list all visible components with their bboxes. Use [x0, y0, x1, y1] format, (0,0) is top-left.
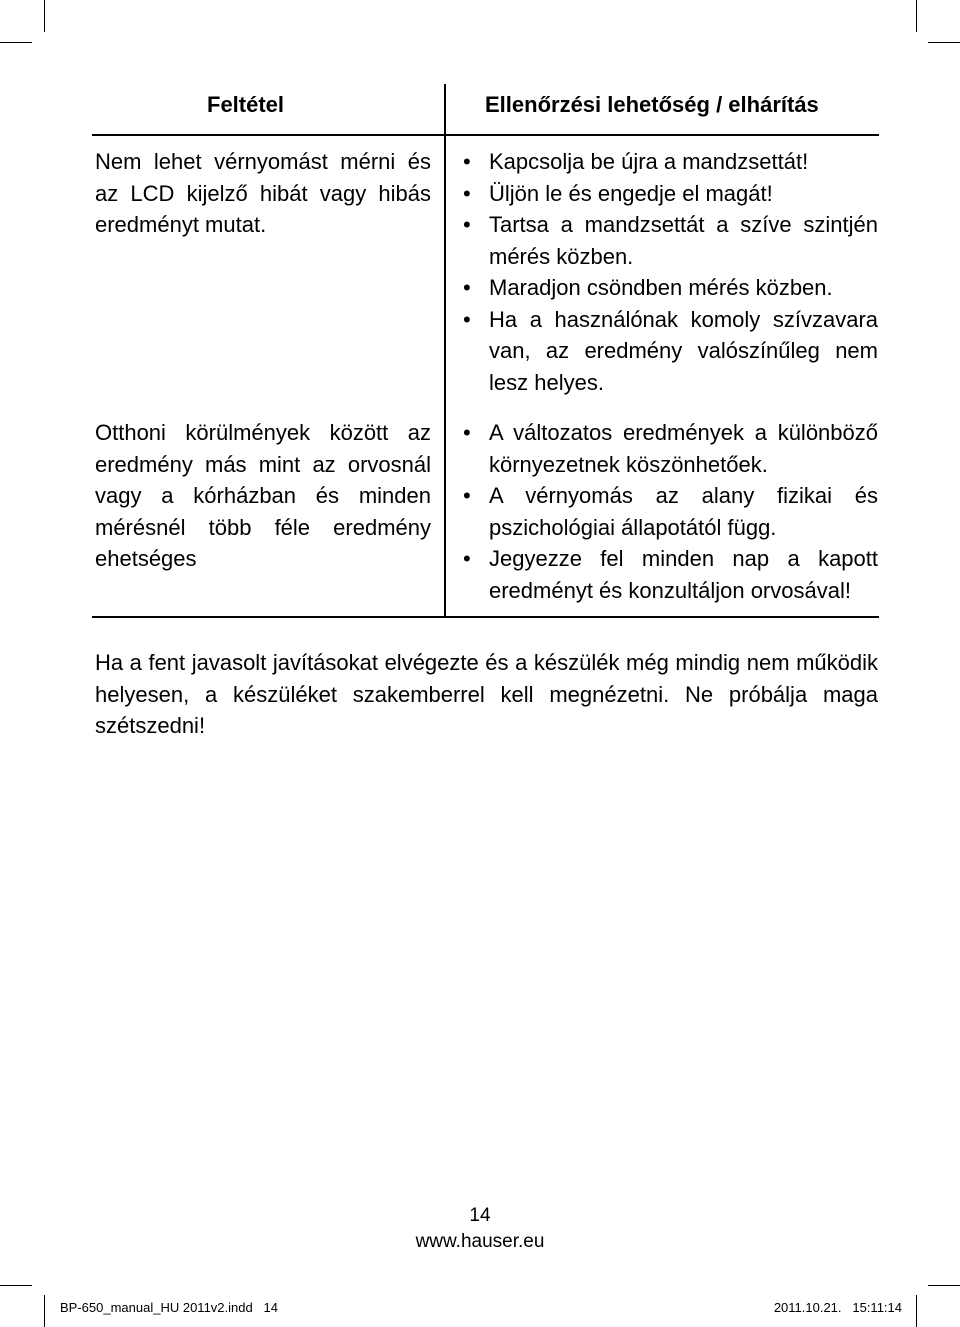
solution-list	[462, 417, 878, 606]
solution-item: • A változatos eredmények a különböző környezetnek köszönhetőek.	[462, 417, 878, 480]
table-bottom-rule	[92, 616, 879, 618]
crop-mark	[928, 42, 960, 43]
condition-header: Feltétel	[207, 92, 285, 117]
condition-cell: Otthoni körülmények között az eredmény más mint az orvosnál vagy a kórházban és minden mérésnél több féle eredmény ehetséges	[95, 420, 431, 571]
page-number: 14	[469, 1205, 491, 1226]
solution-item: • Ha a használónak komoly szívzavara van, az eredmény valószínűleg nem lesz helyes.	[462, 304, 878, 399]
solution-item: • Tartsa a mandzsettát a szíve szintjén mérés közben.	[462, 209, 878, 272]
crop-mark	[916, 0, 917, 32]
solution-item: • Maradjon csöndben mérés közben.	[462, 272, 878, 304]
footer-file-info: BP-650_manual_HU 2011v2.indd 14	[60, 1300, 279, 1315]
crop-mark	[0, 1285, 32, 1286]
footer-timestamp: 2011.10.21. 15:11:14	[773, 1300, 902, 1315]
solution-header: Ellenőrzési lehetőség / elhárítás	[485, 92, 819, 117]
crop-mark	[928, 1285, 960, 1286]
solution-item: • Jegyezze fel minden nap a kapott eredményt és konzultáljon orvosával!	[462, 543, 878, 606]
solution-item: • A vérnyomás az alany fizikai és pszichológiai állapotától függ.	[462, 480, 878, 543]
crop-mark	[44, 0, 45, 32]
condition-cell: Nem lehet vérnyomást mérni és az LCD kijelző hibát vagy hibás eredményt mutat.	[95, 149, 431, 237]
solution-item: • Üljön le és engedje el magát!	[462, 178, 878, 210]
website-link[interactable]: www.hauser.eu	[415, 1231, 545, 1252]
service-note: Ha a fent javasolt javításokat elvégezte és a készülék még mindig nem működik helyesen, a készüléket szakemberrel kell megnézetni. Ne próbálja maga szétszedni!	[95, 650, 878, 738]
solution-item: • Kapcsolja be újra a mandzsettát!	[462, 146, 878, 178]
crop-mark	[0, 42, 32, 43]
column-divider	[444, 84, 446, 618]
crop-mark	[916, 1295, 917, 1327]
header-rule	[92, 134, 879, 136]
crop-mark	[44, 1295, 45, 1327]
solution-list	[462, 146, 878, 398]
